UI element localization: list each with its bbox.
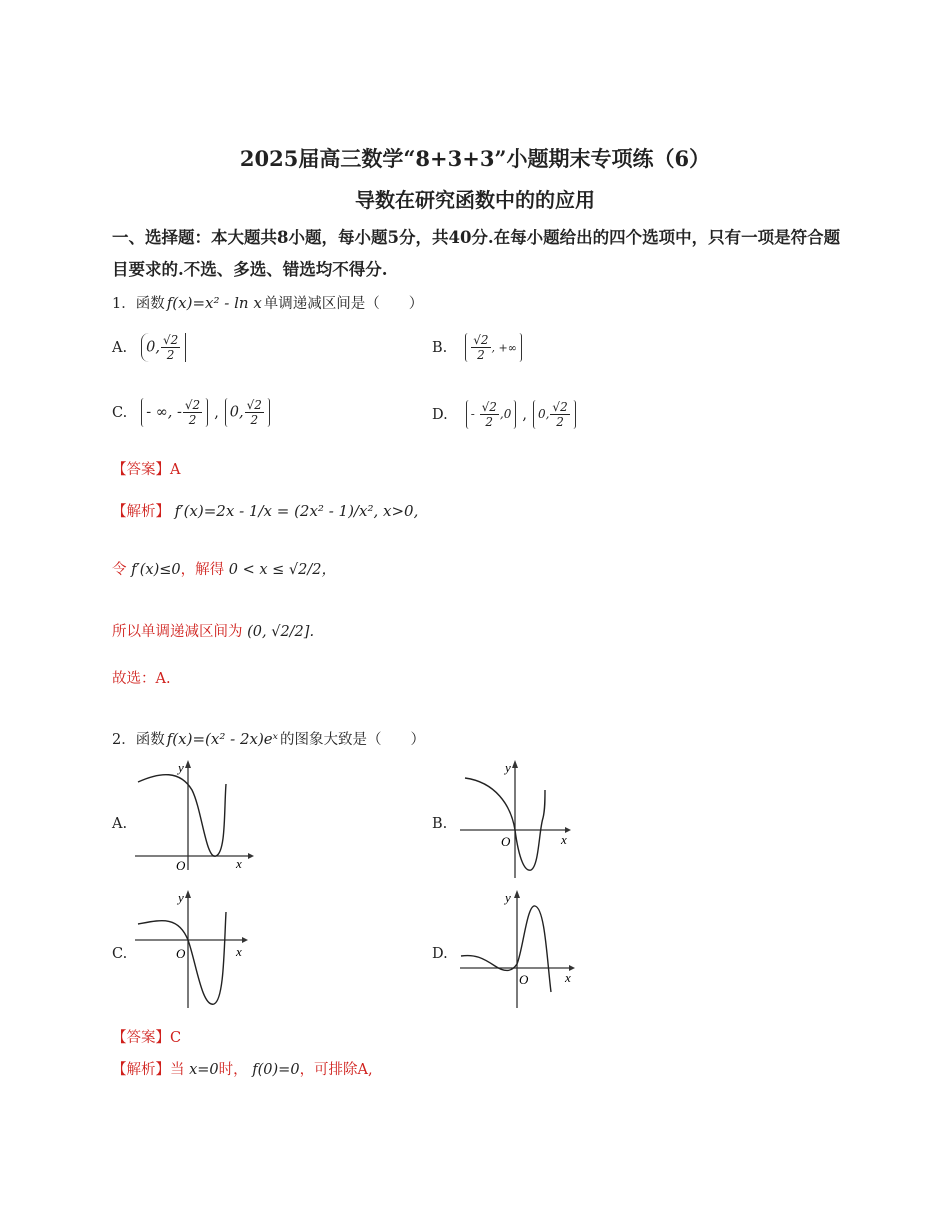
question-suffix: 单调递减区间是（ ） <box>263 296 424 312</box>
q1-option-c[interactable] <box>112 398 270 427</box>
comma: , <box>522 406 527 423</box>
frac-den: 2 <box>485 415 494 429</box>
option-d-interval-1: - $\frac{√2}{2}$ ,0 <box>466 400 517 429</box>
option-label: D. <box>432 406 448 423</box>
origin-label: O <box>501 834 511 849</box>
option-c-interval-2 <box>225 398 270 427</box>
origin-label: O <box>176 858 186 873</box>
option-label: C. <box>112 404 128 421</box>
question-2 <box>112 728 425 749</box>
frac-num: √2 <box>473 333 489 347</box>
analysis-tag: 【解析】 <box>112 504 170 520</box>
analysis-text: 令 <box>112 562 127 578</box>
analysis-formula: f′(x)=2x - 1/x = (2x² - 1)/x², x>0, <box>174 502 419 520</box>
answer-value: A <box>170 462 181 478</box>
title-line2: 导数在研究函数中的的应用 <box>355 188 595 212</box>
question-prefix: 函数 <box>135 296 165 312</box>
analysis-formula: 0 < x ≤ √2/2， <box>228 562 336 578</box>
origin-label: O <box>176 946 186 961</box>
question-formula: f(x)=x² - ln x <box>166 293 262 312</box>
analysis-text: 当 <box>170 1062 185 1078</box>
zero: 0 <box>503 407 512 421</box>
option-label: A. <box>112 339 128 356</box>
question-number: 1． <box>112 296 136 312</box>
q1-option-d[interactable] <box>432 400 576 429</box>
frac-den: 2 <box>166 348 175 362</box>
frac-den: 2 <box>556 415 564 429</box>
curve <box>465 778 545 870</box>
q1-analysis-line2 <box>112 558 336 579</box>
q1-option-a[interactable] <box>112 333 186 362</box>
frac-num: √2 <box>552 400 568 414</box>
x-arrow <box>242 937 248 943</box>
y-arrow <box>185 890 191 898</box>
x-label: x <box>236 856 242 871</box>
q2-graph-b[interactable] <box>455 760 580 880</box>
y-label: y <box>178 890 184 905</box>
analysis-text: 所以单调递减区间为 <box>112 624 243 640</box>
question-prefix: 函数 <box>135 732 165 748</box>
answer-value: C <box>170 1030 182 1046</box>
q2-graph-c[interactable] <box>130 890 255 1010</box>
zero: 0, <box>146 339 160 356</box>
analysis-formula: f′(x)≤0 <box>131 562 181 578</box>
zero: 0, <box>537 407 550 421</box>
frac-den: 2 <box>188 413 197 427</box>
q1-answer <box>112 458 180 479</box>
option-label: B. <box>432 339 448 356</box>
q1-conclusion: 故选：A. <box>112 671 171 687</box>
q2-option-c-label[interactable]: C. <box>112 946 128 962</box>
q2-option-b-label[interactable]: B. <box>432 816 448 832</box>
frac-num: √2 <box>184 398 201 412</box>
x-label: x <box>561 832 567 847</box>
frac-num: √2 <box>162 333 179 347</box>
q2-analysis-line1 <box>112 1058 373 1079</box>
frac-den: 2 <box>477 348 485 362</box>
frac-num: √2 <box>481 400 497 414</box>
y-label: y <box>178 760 184 775</box>
option-a-interval <box>141 333 186 362</box>
q2-answer <box>112 1026 181 1047</box>
answer-tag: 【答案】 <box>112 462 170 478</box>
q2-graph-d[interactable] <box>455 890 580 1010</box>
analysis-tag: 【解析】 <box>112 1062 170 1078</box>
q1-analysis-line1 <box>112 500 418 521</box>
comma: , <box>214 404 219 421</box>
question-suffix: 的图象大致是（ ） <box>280 732 426 748</box>
pos-inf: , +∞ <box>491 341 517 355</box>
y-label: y <box>505 890 511 905</box>
title-line1: 2025届高三数学“8+3+3”小题期末专项练（6） <box>239 146 711 171</box>
analysis-text: ，可排除A, <box>299 1062 373 1078</box>
analysis-text: 时， <box>218 1062 248 1078</box>
y-arrow <box>514 890 520 898</box>
x-arrow <box>248 853 254 859</box>
neg-sign: - <box>177 404 182 421</box>
q1-option-b[interactable] <box>432 333 522 362</box>
curve <box>461 906 551 992</box>
option-b-interval <box>465 333 522 362</box>
q1-analysis-line3 <box>112 620 314 641</box>
analysis-text: ，解得 <box>180 562 225 578</box>
question-formula: f(x)=(x² - 2x)eˣ <box>166 729 279 748</box>
origin-label: O <box>519 972 529 987</box>
question-1 <box>112 292 423 313</box>
y-label: y <box>505 760 511 775</box>
y-arrow <box>512 760 518 768</box>
neg-inf: - ∞, <box>146 404 173 421</box>
zero: 0, <box>229 404 244 421</box>
section-heading: 一、选择题：本大题共8小题，每小题5分，共40分.在每小题给出的四个选项中，只有一项是符合题目要求的.不选、多选、错选均不得分. <box>112 228 841 279</box>
analysis-formula: (0, √2/2]. <box>247 624 315 640</box>
curve <box>138 775 226 857</box>
y-arrow <box>185 760 191 768</box>
q2-option-d-label[interactable]: D. <box>432 946 448 962</box>
option-c-interval-1 <box>141 398 208 427</box>
q2-option-a-label[interactable]: A. <box>112 816 128 832</box>
answer-tag: 【答案】 <box>112 1030 170 1046</box>
analysis-formula: f(0)=0 <box>252 1062 300 1078</box>
neg-sign: - <box>470 407 475 421</box>
x-label: x <box>565 970 571 985</box>
q2-graph-a[interactable] <box>130 760 255 875</box>
frac-den: 2 <box>250 413 259 427</box>
frac-num: √2 <box>246 398 262 412</box>
option-d-interval-2 <box>533 400 576 429</box>
x-label: x <box>236 944 242 959</box>
question-number: 2． <box>112 732 136 748</box>
analysis-formula: x=0 <box>189 1062 219 1078</box>
